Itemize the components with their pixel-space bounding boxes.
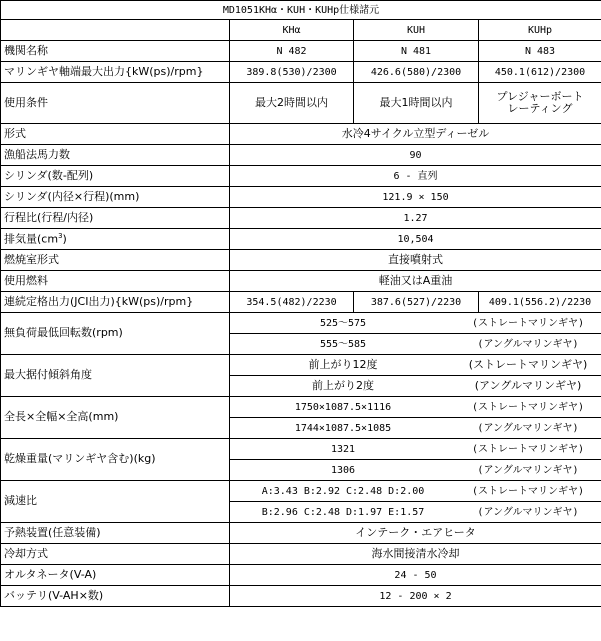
row-value: 426.6(580)/2300 [354, 62, 479, 83]
pair-note: (アングルマリンギヤ) [477, 338, 579, 350]
row-label: 冷却方式 [1, 544, 230, 565]
pair-note: (アングルマリンギヤ) [477, 464, 579, 476]
row-value: N 483 [479, 41, 601, 62]
row-label: 燃焼室形式 [1, 250, 230, 271]
row-value: 最大2時間以内 [230, 83, 354, 124]
row-label: 連続定格出力(JCI出力){kW(ps)/rpm} [1, 292, 230, 313]
model-header: KUH [354, 20, 479, 41]
pair-value: 前上がり2度 [312, 378, 374, 392]
row-value: 90 [230, 145, 601, 166]
pair-value: B:2.96 C:2.48 D:1.97 E:1.57 [261, 506, 425, 518]
row-value: 450.1(612)/2300 [479, 62, 601, 83]
model-header-blank [1, 20, 230, 41]
row-value: N 481 [354, 41, 479, 62]
pair-value: 1321 [330, 443, 356, 455]
row-value: N 482 [230, 41, 354, 62]
row-value: 389.8(530)/2300 [230, 62, 354, 83]
row-value: 12 - 200 × 2 [230, 586, 601, 607]
row-value: 10,504 [230, 229, 601, 250]
row-label: 漁船法馬力数 [1, 145, 230, 166]
pair-note: (ストレートマリンギヤ) [471, 401, 585, 413]
superscript: 3 [58, 231, 63, 240]
pair-row [230, 502, 601, 523]
pair-note: (アングルマリンギヤ) [474, 378, 582, 392]
pair-value: 525〜575 [319, 317, 367, 329]
row-value: インテーク・エアヒータ [230, 523, 601, 544]
row-value: 6 - 直列 [230, 166, 601, 187]
pair-row [230, 460, 601, 481]
row-label: バッテリ(V-AH×数) [1, 586, 230, 607]
pair-note: (アングルマリンギヤ) [477, 506, 579, 518]
pair-note: (ストレートマリンギヤ) [468, 357, 588, 371]
row-label: マリンギヤ軸端最大出力{kW(ps)/rpm} [1, 62, 230, 83]
label-tail: ) [62, 232, 67, 246]
row-value: 最大1時間以内 [354, 83, 479, 124]
row-label: 使用燃料 [1, 271, 230, 292]
row-label: 予熱装置(任意装備) [1, 523, 230, 544]
pair-note: (ストレートマリンギヤ) [471, 317, 585, 329]
pair-row [230, 397, 601, 418]
pair-value: 1306 [330, 464, 356, 476]
pair-label: 無負荷最低回転数(rpm) [1, 313, 230, 355]
row-label: 使用条件 [1, 83, 230, 124]
label-text: 排気量(cm [4, 232, 59, 246]
model-header: KHα [230, 20, 354, 41]
pair-value: 555〜585 [319, 338, 367, 350]
row-label: 形式 [1, 124, 230, 145]
row-label [1, 229, 230, 250]
pair-value: 1744×1087.5×1085 [294, 422, 392, 434]
row-value: 24 - 50 [230, 565, 601, 586]
pair-value: 1750×1087.5×1116 [294, 401, 392, 413]
pair-label: 最大据付傾斜角度 [1, 355, 230, 397]
pair-row [230, 439, 601, 460]
row-label: 機関名称 [1, 41, 230, 62]
row-value: 軽油又はA重油 [230, 271, 601, 292]
pair-row [230, 313, 601, 334]
row-value: プレジャーボート レーティング [479, 83, 601, 124]
pair-label: 減速比 [1, 481, 230, 523]
pair-value: A:3.43 B:2.92 C:2.48 D:2.00 [261, 485, 425, 497]
row-label: 行程比(行程/内径) [1, 208, 230, 229]
pair-row [230, 355, 601, 376]
model-header: KUHp [479, 20, 601, 41]
row-value: 121.9 × 150 [230, 187, 601, 208]
row-value: 409.1(556.2)/2230 [479, 292, 601, 313]
row-value: 海水間接清水冷却 [230, 544, 601, 565]
row-label: オルタネータ(V-A) [1, 565, 230, 586]
row-value: 水冷4サイクル立型ディーゼル [230, 124, 601, 145]
pair-note: (ストレートマリンギヤ) [471, 443, 585, 455]
pair-row [230, 334, 601, 355]
row-value: 1.27 [230, 208, 601, 229]
pair-row [230, 376, 601, 397]
row-value: 387.6(527)/2230 [354, 292, 479, 313]
row-value: 直接噴射式 [230, 250, 601, 271]
pair-row [230, 418, 601, 439]
row-label: シリンダ(数-配列) [1, 166, 230, 187]
row-label: シリンダ(内径×行程)(mm) [1, 187, 230, 208]
pair-note: (ストレートマリンギヤ) [471, 485, 585, 497]
row-value: 354.5(482)/2230 [230, 292, 354, 313]
pair-row [230, 481, 601, 502]
pair-value: 前上がり12度 [308, 357, 378, 371]
pair-label: 全長×全幅×全高(mm) [1, 397, 230, 439]
pair-label: 乾燥重量(マリンギヤ含む)(kg) [1, 439, 230, 481]
sheet-title: MD1051KHα・KUH・KUHp仕様諸元 [1, 1, 601, 20]
pair-note: (アングルマリンギヤ) [477, 422, 579, 434]
